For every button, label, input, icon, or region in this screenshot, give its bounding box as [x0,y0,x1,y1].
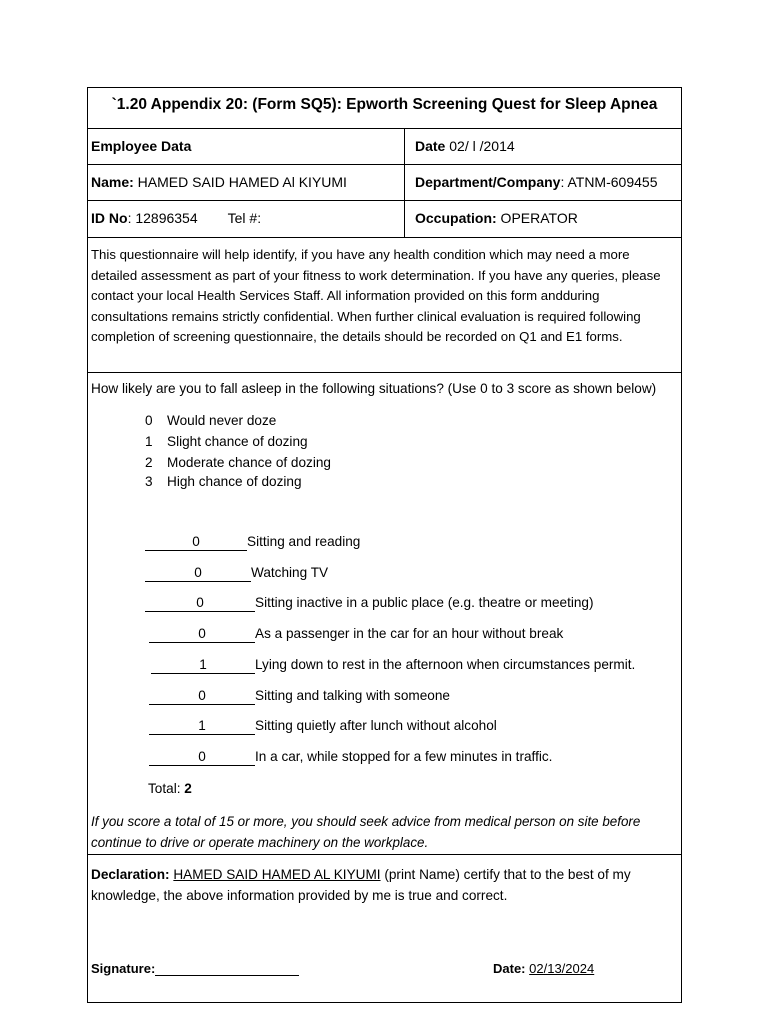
divider [88,854,681,855]
name-label: Name: [91,174,134,190]
situation-item [145,534,360,554]
signature-line[interactable] [155,962,299,976]
situation-item [149,626,563,646]
score-blank: 0 [145,595,255,612]
signature-date-label: Date: [493,961,526,976]
id-field [91,210,261,226]
declaration-label: Declaration: [91,867,170,882]
name-field [91,174,347,190]
total-label: Total: [148,781,181,796]
divider [88,372,681,373]
score-blank: 1 [149,718,255,735]
declaration-text: (print Name) certify that to the best of my knowledge, the above information provided by me is true and correct. [91,867,631,903]
scale-item: 0 Would never doze [145,413,277,428]
employee-data-label: Employee Data [91,138,192,154]
situation-label: In a car, while stopped for a few minutes in traffic. [255,749,553,764]
signature-label: Signature: [91,961,156,976]
id-value: : 12896354 [127,210,198,226]
signature-field [91,961,299,976]
situation-item [149,688,450,708]
score-blank: 0 [149,749,255,766]
score-blank: 1 [151,657,255,674]
occupation-value: OPERATOR [496,210,578,226]
epworth-form [87,87,682,1003]
total-value: 2 [184,781,192,796]
form-title: `1.20 Appendix 20: (Form SQ5): Epworth Screening Quest for Sleep Apnea [88,88,681,129]
situation-label: Watching TV [251,565,329,580]
declaration [91,865,679,906]
employee-data-row [88,128,681,165]
name-value: HAMED SAID HAMED Al KIYUMI [133,174,347,190]
situation-label: Sitting quietly after lunch without alcohol [255,718,497,733]
score-blank: 0 [149,626,255,643]
situation-item [149,718,497,738]
occupation-field [415,210,578,226]
situation-item [151,657,635,677]
name-row [88,164,681,201]
situation-label: Sitting inactive in a public place (e.g. theatre or meeting) [255,595,594,610]
advice-note: If you score a total of 15 or more, you should seek advice from medical person on site before continue to drive or operate machinery on the workplace. [91,814,641,850]
situation-item [145,595,594,615]
total-field [148,781,192,796]
signature-date-field [493,961,594,976]
scale-item: 1 Slight chance of dozing [145,434,308,449]
department-label: Department/Company [415,174,561,190]
date-label: Date [415,138,446,154]
id-row [88,200,681,238]
score-blank: 0 [149,688,255,705]
situation-item [149,749,552,769]
question-text: How likely are you to fall asleep in the following situations? (Use 0 to 3 score as shown below) [91,381,657,396]
department-value: : ATNM-609455 [560,174,658,190]
situation-label: Lying down to rest in the afternoon when circumstances permit. [255,657,636,672]
scale-item: 3 High chance of dozing [145,474,302,489]
id-label: ID No [91,210,128,226]
score-blank: 0 [145,534,247,551]
declaration-name: HAMED SAID HAMED AL KIYUMI [173,867,381,882]
intro-paragraph: This questionnaire will help identify, if you have any health condition which may need a more detailed assessment as part of your fitness to work determination. If you have any queries, please contact your local Health Services Staff. All information provided on this form andduring consultations remains strictly confidential. When further clinical evaluation is required following completion of screening questionnaire, the details should be recorded on Q1 and E1 forms. [91,247,661,345]
score-blank: 0 [145,565,251,582]
date-value: 02/ l /2014 [445,138,515,154]
situation-label: Sitting and reading [247,534,361,549]
department-field [415,174,657,190]
occupation-label: Occupation: [415,210,497,226]
situation-label: Sitting and talking with someone [255,688,450,703]
tel-label: Tel #: [227,210,262,226]
situation-item [145,565,328,585]
scale-item: 2 Moderate chance of dozing [145,455,331,470]
date-field [415,138,515,154]
situation-label: As a passenger in the car for an hour without break [255,626,564,641]
signature-date-value: 02/13/2024 [529,961,595,976]
